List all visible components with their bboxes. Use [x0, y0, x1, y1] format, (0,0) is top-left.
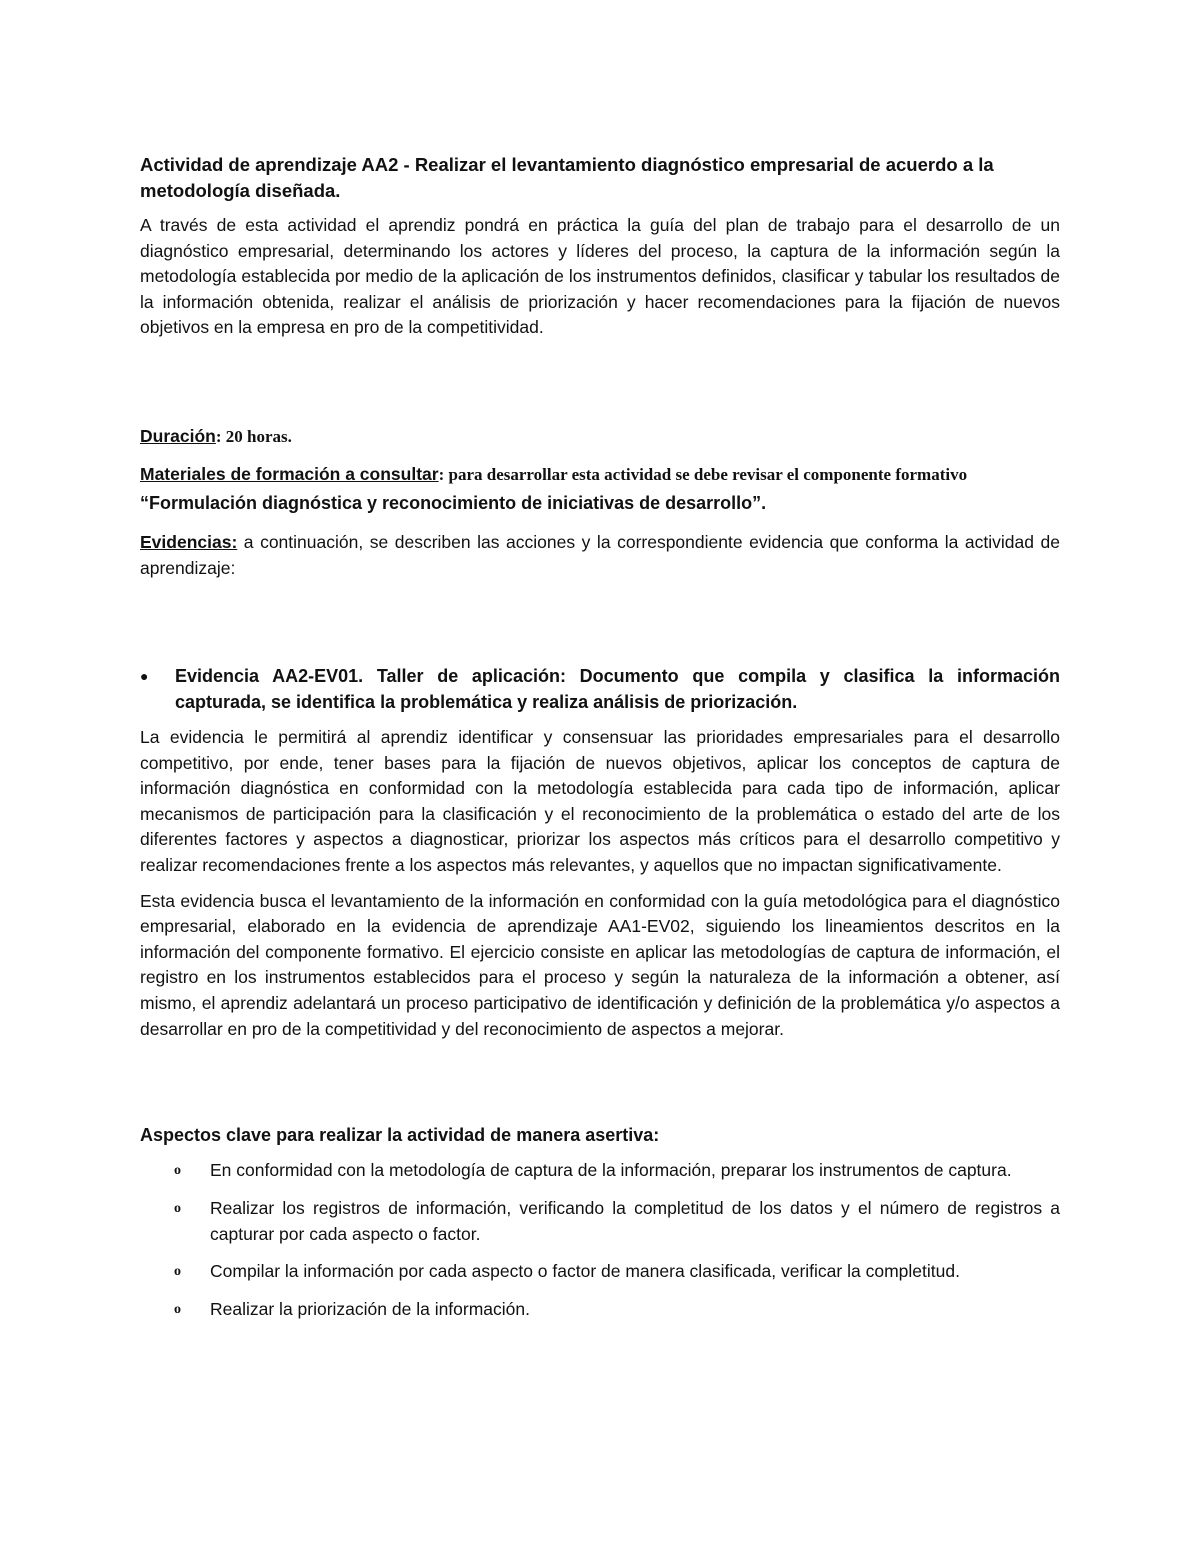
materials-colon: :	[438, 464, 445, 484]
materials-component: “Formulación diagnóstica y reconocimiento de iniciativas de desarrollo”.	[140, 492, 767, 513]
list-item-text: Compilar la información por cada aspecto o factor de manera clasificada, verificar la completitud.	[210, 1261, 960, 1282]
list-item	[140, 1297, 1060, 1323]
evidence-item-text: Evidencia AA2-EV01. Taller de aplicación: Documento que compila y clasifica la información capturada, se identifica la problemática y realiza análisis de priorización.	[175, 665, 1060, 712]
spacer	[140, 1042, 1060, 1122]
materials-label: Materiales de formación a consultar	[140, 463, 439, 484]
duration-value: 20 horas.	[221, 426, 292, 446]
materials-text: para desarrollar esta actividad se debe revisar el componente formativo	[444, 464, 968, 484]
list-item-text: En conformidad con la metodología de captura de la información, preparar los instrumentos de captura.	[210, 1160, 1012, 1181]
bullet-icon: ●	[140, 667, 149, 684]
circle-bullet-icon: o	[174, 1163, 181, 1179]
list-item-text: Realizar la priorización de la información.	[210, 1299, 531, 1320]
duration-colon: :	[215, 426, 222, 446]
evidence-list-item	[140, 663, 1060, 715]
list-item	[140, 1158, 1060, 1184]
duration-label: Duración	[140, 425, 216, 446]
list-item	[140, 1259, 1060, 1285]
circle-bullet-icon: o	[174, 1302, 181, 1318]
evidencias-paragraph	[140, 529, 1060, 581]
list-item	[140, 1196, 1060, 1247]
aspectos-title: Aspectos clave para realizar la actividad de manera asertiva:	[140, 1125, 660, 1146]
evidence-paragraph-2: Esta evidencia busca el levantamiento de la información en conformidad con la guía metodológica para el diagnóstico empresarial, elaborado en la evidencia de aprendizaje AA1-EV02, siguiendo los lineamientos descritos en la información del componente formativo. El ejercicio consiste en aplicar las metodologías de captura de información, el registro en los instrumentos establecidos para el proceso y según la naturaleza de la información a obtener, así mismo, el aprendiz adelantará un proceso participativo de identificación y definición de la problemática y/o aspectos a desarrollar en pro de la competitividad y del reconocimiento de aspectos a mejorar.	[140, 890, 1060, 1039]
circle-bullet-icon: o	[174, 1201, 181, 1217]
activity-title: Actividad de aprendizaje AA2 - Realizar el levantamiento diagnóstico empresarial de acuerdo a la metodología diseñada.	[140, 154, 994, 201]
spacer	[140, 581, 1060, 663]
evidencias-text: a continuación, se describen las acciones y la correspondiente evidencia que conforma la actividad de aprendizaje:	[140, 531, 1060, 578]
document-page	[140, 152, 1060, 1335]
duration-line	[140, 423, 1060, 450]
intro-paragraph: A través de esta actividad el aprendiz pondrá en práctica la guía del plan de trabajo para el desarrollo de un diagnóstico empresarial, determinando los actores y líderes del proceso, la captura de la información según la metodología establecida por medio de la aplicación de los instrumentos definidos, clasificar y tabular los resultados de la información obtenida, realizar el análisis de priorización y hacer recomendaciones para la fijación de nuevos objetivos en la empresa en pro de la competitividad.	[140, 215, 1060, 338]
circle-bullet-icon: o	[174, 1264, 181, 1280]
materials-block	[140, 460, 1060, 517]
spacer	[140, 341, 1060, 423]
list-item-text: Realizar los registros de información, verificando la completitud de los datos y el número de registros a capturar por cada aspecto o factor.	[210, 1198, 1060, 1244]
aspectos-list	[140, 1158, 1060, 1323]
evidencias-label: Evidencias:	[140, 531, 238, 552]
spacer	[140, 879, 1060, 889]
evidence-paragraph-1: La evidencia le permitirá al aprendiz identificar y consensuar las prioridades empresariales para el desarrollo competitivo, por ende, tener bases para la fijación de nuevos objetivos, aplicar los conceptos de captura de información diagnóstica en conformidad con la metodología establecida para cada tipo de información, aplicar mecanismos de participación para la clasificación y el reconocimiento de la problemática o estado del arte de los diferentes factores y aspectos a diagnosticar, priorizar los aspectos más críticos para el desarrollo competitivo y realizar recomendaciones frente a los aspectos más relevantes, y aquellos que no impactan significativamente.	[140, 726, 1060, 875]
